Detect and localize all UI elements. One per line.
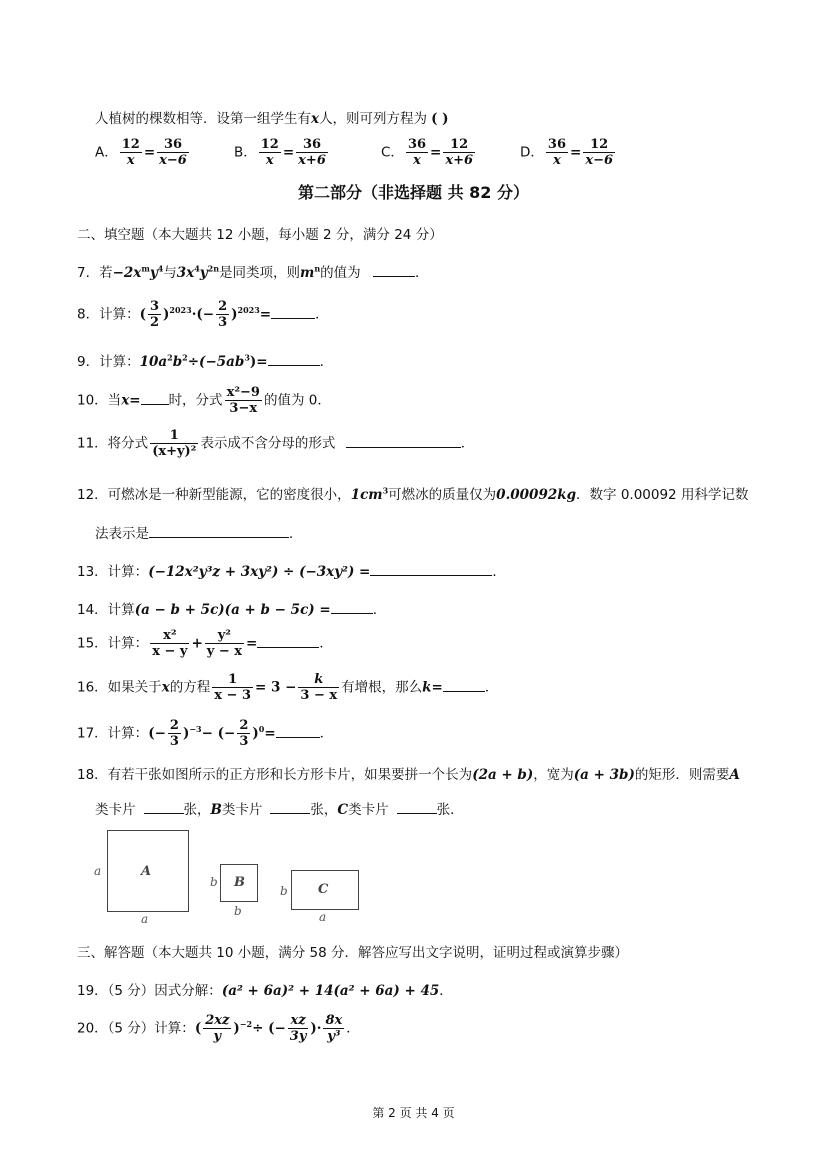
q10-eq: = [129, 392, 141, 409]
q18-line1a: 18．有若干张如图所示的正方形和长方形卡片，如果要拼一个长为 [77, 767, 473, 783]
q8 [77, 299, 329, 330]
q6-answer-bracket: ( ) [431, 111, 449, 127]
q20-close: ) [233, 1020, 240, 1037]
q18-wid: (a + 3b) [573, 767, 635, 783]
q7-expr2: 3x [176, 265, 195, 281]
q17-f2-den: 3 [239, 734, 249, 749]
option-label: C． [381, 144, 404, 161]
option-frac-right [157, 137, 189, 168]
q17-frac2 [237, 718, 250, 749]
q17-frac1 [168, 718, 181, 749]
q6-text [95, 107, 449, 127]
q15-plus: + [191, 635, 203, 652]
q18-line1c: 的矩形．则需要 [634, 767, 730, 783]
q13-end: ． [492, 564, 506, 580]
q20 [77, 1013, 360, 1044]
q6-option-a[interactable] [95, 137, 191, 168]
q16-keq: = [431, 679, 443, 696]
frac-right-den: x−6 [585, 153, 614, 168]
option-frac-left [406, 137, 428, 168]
section3-title: 三、解答题（本大题共 10 小题，满分 58 分．解答应写出文字说明，证明过程或演算步骤） [77, 945, 629, 961]
option-equals: = [143, 144, 156, 161]
q8-blank[interactable] [271, 306, 315, 319]
q10 [77, 385, 331, 416]
q10-num: 10．当 [77, 392, 122, 409]
q20-f3-den: y³ [327, 1029, 341, 1044]
q17 [77, 718, 333, 749]
frac-right-num: 12 [583, 137, 615, 153]
option-equals: = [430, 144, 442, 161]
q12-line2 [95, 522, 303, 542]
q16-frac2 [298, 672, 339, 703]
frac-left-den: x [265, 153, 274, 168]
frac-left-den: x [553, 153, 561, 168]
q16-f2-num: k [298, 672, 339, 688]
q12-tail: ．数字 0.00092 用科学记数 [576, 487, 749, 503]
q15-eq: = [246, 635, 258, 652]
q9-s1: 2 [167, 352, 173, 363]
q12 [77, 483, 748, 503]
q7-expr2b: y [199, 265, 208, 281]
q18-unit-a: 张， [183, 802, 211, 818]
frac-left-den: x [413, 153, 421, 168]
q18-blank-b[interactable] [270, 801, 310, 814]
q20-num: 20．（5 分）计算： [77, 1020, 195, 1037]
q12-line2-text: 法表示是 [95, 526, 149, 542]
card-c-label: C [318, 882, 329, 897]
option-label: D． [520, 144, 544, 161]
q17-close2: ) [252, 725, 259, 742]
q15-end: ． [319, 635, 333, 652]
q9-s2: 2 [182, 352, 188, 363]
q20-close2: )· [310, 1020, 322, 1037]
q9-end: ． [319, 354, 334, 370]
q17-open1: (− [148, 725, 166, 742]
q6-option-b[interactable] [234, 137, 330, 168]
frac-left-num: 36 [407, 137, 427, 152]
q20-frac1 [203, 1013, 231, 1044]
q18-line1b: ，宽为 [533, 767, 574, 783]
q17-close1: ) [182, 725, 190, 742]
q10-frac [225, 385, 262, 416]
q8-frac1 [148, 299, 161, 330]
option-equals: = [570, 144, 582, 161]
frac-left-den: x [126, 153, 135, 168]
q18-B: B [210, 802, 222, 818]
q11-blank[interactable] [346, 435, 461, 448]
q18-end: 张． [436, 802, 464, 818]
q8-num: 8．计算： [77, 306, 140, 323]
q10-blank[interactable] [141, 392, 169, 405]
q19-end: ． [439, 983, 453, 999]
q16-f1-den: x − 3 [214, 688, 251, 703]
section2-title: 二、填空题（本大题共 12 小题，每小题 2 分，满分 24 分） [77, 227, 443, 243]
q20-f2-num: xz [288, 1013, 309, 1029]
q13-blank[interactable] [370, 563, 492, 576]
q16-k: k [422, 679, 432, 696]
q8-frac2 [216, 299, 229, 330]
card-c-side-bottom: a [319, 910, 327, 924]
card-b-label: B [234, 875, 245, 890]
q15-f1-den: x − y [152, 644, 188, 659]
q15-f2-num: y² [205, 628, 244, 644]
q11-frac-den: (x+y)² [152, 444, 197, 459]
q20-e1: −2 [239, 1019, 253, 1029]
frac-left-num: 12 [260, 137, 279, 152]
q17-e2: 0 [258, 724, 265, 734]
q9 [77, 350, 333, 370]
q14 [77, 598, 386, 618]
q14-expr: (a − b + 5c)(a + b − 5c) = [134, 602, 331, 618]
q14-blank[interactable] [331, 601, 373, 614]
q20-f1-den: y [213, 1029, 222, 1044]
q15-f2-den: y − x [206, 644, 242, 659]
q20-f1-num: 2xz [205, 1013, 230, 1028]
q18-line1 [77, 763, 740, 783]
q7-sup1: m [141, 263, 150, 274]
q13 [77, 560, 506, 580]
q8-frac1-den: 2 [149, 315, 160, 330]
q17-blank[interactable] [276, 725, 320, 738]
q17-e1: −3 [189, 724, 202, 734]
q6-option-c[interactable] [381, 137, 477, 168]
q8-dot: ·(− [191, 306, 215, 323]
q7-blank[interactable] [373, 264, 415, 277]
q12-blank[interactable] [149, 525, 289, 538]
q17-eq: = [264, 725, 276, 742]
q18-line2b: 类卡片 [221, 802, 263, 818]
q15-frac1 [150, 628, 189, 659]
q11-frac-num: 1 [150, 428, 198, 444]
q8-exp1: 2023 [169, 305, 192, 315]
q8-frac2-den: 3 [218, 315, 228, 330]
q9-expr: 10a [139, 354, 168, 370]
q12-num: 12．可燃冰是一种新型能源，它的密度很小， [77, 487, 351, 503]
q15-num: 15．计算： [77, 635, 149, 652]
q10-mid: 时，分式 [168, 392, 223, 409]
q16-blank[interactable] [443, 679, 485, 692]
q12-mass: 0.00092kg [496, 487, 577, 503]
q16-num: 16．如果关于 [77, 679, 162, 696]
q16-eq: = 3 − [255, 679, 297, 696]
option-frac-left [259, 137, 281, 168]
q6-text-b: 人，则可列方程为 [319, 111, 428, 127]
card-a-side-left: a [94, 864, 102, 878]
q20-f3-num: 8x [325, 1013, 343, 1028]
frac-left-num: 12 [121, 137, 140, 152]
q16 [77, 672, 498, 703]
option-frac-left [546, 137, 568, 168]
q16-f2-den: 3 − x [300, 688, 338, 703]
q7-ask: m [300, 265, 315, 281]
option-frac-right [443, 137, 475, 168]
q9-div: ÷(−5ab [187, 354, 245, 370]
q18-line2 [95, 798, 464, 818]
q19-num: 19．（5 分）因式分解： [77, 983, 222, 999]
q20-open: ( [194, 1020, 202, 1037]
q6-option-d[interactable] [520, 137, 617, 168]
page-footer: 第 2 页 共 4 页 [372, 1106, 455, 1120]
q18-len: (2a + b) [472, 767, 534, 783]
frac-right-den: x+6 [445, 153, 474, 168]
q17-f2-num: 2 [239, 718, 249, 733]
q10-frac-den: 3−x [229, 401, 258, 416]
q8-eq: = [259, 306, 272, 323]
q7 [77, 261, 428, 281]
q17-end: ． [319, 725, 334, 742]
q12-end: ． [289, 526, 303, 542]
q11-frac [150, 428, 198, 459]
card-b-side-left: b [210, 875, 218, 889]
q17-f1-num: 2 [169, 718, 179, 733]
q6-text-a: 人植树的棵数相等．设第一组学生有 [95, 111, 311, 127]
option-label: A． [95, 144, 118, 161]
option-equals: = [282, 144, 295, 161]
q17-minus: − (− [201, 725, 236, 742]
card-b-side-bottom: b [234, 904, 242, 918]
q11-end: ． [460, 435, 475, 452]
option-frac-left [120, 137, 142, 168]
q7-expr1b: y [149, 265, 158, 281]
card-a-side-bottom: a [141, 912, 149, 926]
frac-right-num: 12 [443, 137, 475, 153]
q20-end: ． [346, 1020, 360, 1037]
q8-frac1-num: 3 [149, 299, 160, 314]
frac-right-num: 36 [157, 137, 189, 153]
q17-f1-den: 3 [169, 734, 179, 749]
frac-right-num: 36 [296, 137, 328, 153]
q16-mid: 的方程 [169, 679, 211, 696]
frac-left-num: 36 [547, 137, 566, 152]
card-a-label: A [141, 864, 152, 879]
option-label: B． [234, 144, 257, 161]
q10-var: x [121, 392, 130, 409]
q16-end: ． [484, 679, 499, 696]
q7-sup2b: 2n [207, 263, 220, 274]
q7-tail: 的值为 [320, 265, 361, 281]
q16-var: x [161, 679, 170, 696]
q9-blank[interactable] [268, 353, 320, 366]
q18-line2c: 类卡片 [348, 802, 389, 818]
q18-line2a: 类卡片 [95, 802, 136, 818]
q7-sup1b: 4 [157, 263, 164, 274]
q7-mid: 与 [163, 265, 177, 281]
q18-A: A [729, 767, 740, 783]
q8-open: ( [139, 306, 146, 323]
option-frac-right [296, 137, 328, 168]
q20-frac3 [323, 1013, 344, 1044]
q19-expr: (a² + 6a)² + 14(a² + 6a) + 45 [221, 983, 440, 999]
q18-C: C [337, 802, 349, 818]
q20-div: ÷ (− [252, 1020, 286, 1037]
q8-close2: ) [231, 306, 238, 323]
q8-end: ． [315, 306, 329, 323]
q12-unit: 1cm [350, 487, 383, 503]
q7-pre: 若 [99, 265, 113, 281]
q7-num: 7． [77, 265, 100, 281]
q9-num: 9．计算： [77, 354, 140, 370]
q15-frac2 [205, 628, 244, 659]
q15 [77, 628, 333, 659]
q11 [77, 428, 474, 459]
q8-exp2: 2023 [237, 305, 260, 315]
option-frac-right [583, 137, 615, 168]
q12-mid: 可燃冰的质量仅为 [388, 487, 497, 503]
q8-close: ) [163, 306, 170, 323]
q11-tail: 表示成不含分母的形式 [200, 435, 336, 452]
q9-expr-b: b [172, 354, 183, 370]
card-c-side-left: b [280, 884, 288, 898]
q14-end: ． [372, 602, 387, 618]
q18-blank-c[interactable] [397, 801, 437, 814]
q20-frac2 [288, 1013, 309, 1044]
q19 [77, 979, 453, 999]
q9-close: )= [249, 354, 268, 370]
part2-title: 第二部分（非选择题 共 82 分） [298, 183, 529, 202]
q10-frac-num: x²−9 [226, 385, 260, 400]
q16-tail: 有增根，那么 [341, 679, 423, 696]
q11-num: 11．将分式 [77, 435, 149, 452]
frac-right-den: x+6 [298, 153, 326, 168]
q16-frac1 [212, 672, 253, 703]
q6-var: x [311, 111, 320, 127]
q8-frac2-num: 2 [218, 299, 228, 314]
q13-num: 13．计算： [77, 564, 149, 580]
q15-f1-num: x² [150, 628, 189, 644]
frac-right-den: x−6 [159, 153, 187, 168]
q13-expr: (−12x²y³z + 3xy²) ÷ (−3xy²) = [148, 564, 371, 580]
q9-s3: 3 [244, 352, 250, 363]
q18-blank-a[interactable] [144, 801, 184, 814]
q7-ask-sup: n [314, 263, 321, 274]
q7-end: ． [414, 265, 429, 281]
q10-tail: 的值为 0． [263, 392, 331, 409]
q7-expr1: −2x [112, 265, 142, 281]
q16-f1-num: 1 [212, 672, 253, 688]
q7-post: 是同类项，则 [219, 265, 301, 281]
q18-unit-b: 张， [310, 802, 338, 818]
q15-blank[interactable] [257, 635, 319, 648]
q12-unit-sup: 3 [382, 485, 389, 496]
q20-f2-den: 3y [289, 1029, 307, 1044]
q14-num: 14．计算 [77, 602, 135, 618]
q7-sup2: 4 [194, 263, 200, 274]
q17-num: 17．计算： [77, 725, 149, 742]
